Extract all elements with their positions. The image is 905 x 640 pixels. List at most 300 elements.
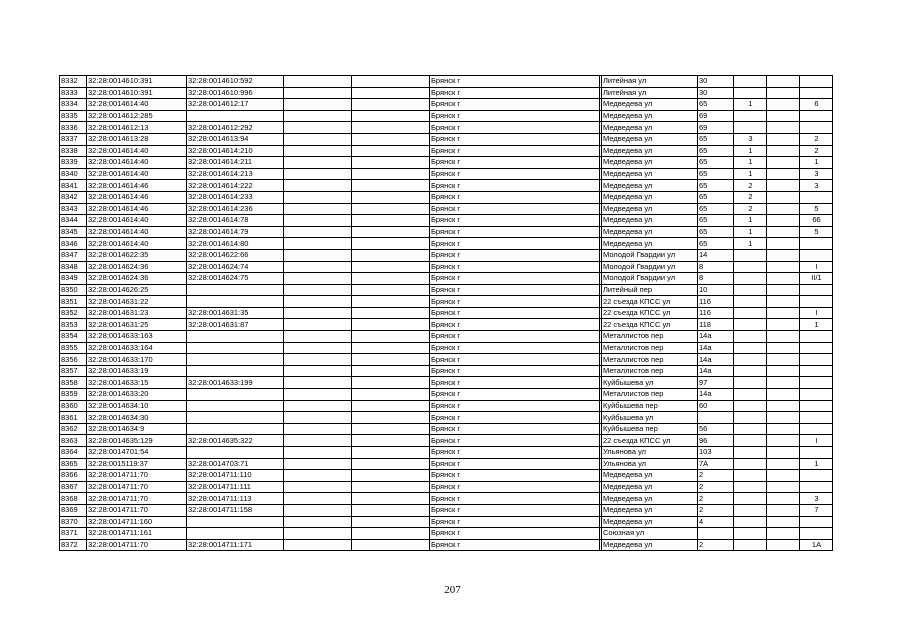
cell-building-number (734, 389, 767, 401)
cell-city: Брянск г (430, 377, 600, 389)
cell-city: Брянск г (430, 110, 600, 122)
cell-record-number: 8337 (60, 133, 87, 145)
cell-street: Медведева ул (602, 122, 698, 134)
cell-apartment-number: I (800, 435, 833, 447)
cell-record-number: 8358 (60, 377, 87, 389)
cell-building-cadastral-number (187, 284, 284, 296)
cell-building-number: 1 (734, 215, 767, 227)
cell-record-number: 8370 (60, 516, 87, 528)
table-row (60, 76, 833, 88)
cell-col-11 (767, 133, 800, 145)
cell-col-5 (352, 145, 430, 157)
cell-col-4 (284, 389, 352, 401)
cell-building-cadastral-number: 32:28:0014614:210 (187, 145, 284, 157)
cell-apartment-number: I (800, 261, 833, 273)
cell-house-number: 65 (698, 99, 734, 111)
cell-record-number: 8345 (60, 226, 87, 238)
cell-house-number: 10 (698, 284, 734, 296)
cell-building-cadastral-number: 32:28:0014612:17 (187, 99, 284, 111)
cell-land-plot-cadastral-number: 32:28:0014711:70 (87, 470, 187, 482)
cell-street: Ульянова ул (602, 458, 698, 470)
cell-col-11 (767, 319, 800, 331)
cell-col-11 (767, 261, 800, 273)
cell-city: Брянск г (430, 215, 600, 227)
cell-col-4 (284, 76, 352, 88)
cell-city: Брянск г (430, 87, 600, 99)
cell-building-cadastral-number (187, 296, 284, 308)
cell-record-number: 8371 (60, 528, 87, 540)
cell-col-5 (352, 307, 430, 319)
cell-land-plot-cadastral-number: 32:28:0014610:391 (87, 87, 187, 99)
cell-land-plot-cadastral-number: 32:28:0014613:28 (87, 133, 187, 145)
cell-apartment-number (800, 331, 833, 343)
cell-building-cadastral-number: 32:28:0014613:94 (187, 133, 284, 145)
cell-col-4 (284, 191, 352, 203)
cell-col-11 (767, 481, 800, 493)
cell-building-number (734, 423, 767, 435)
cell-col-11 (767, 307, 800, 319)
cell-record-number: 8361 (60, 412, 87, 424)
cell-apartment-number: 1А (800, 539, 833, 551)
cell-apartment-number (800, 110, 833, 122)
cell-house-number: 65 (698, 157, 734, 169)
cell-land-plot-cadastral-number: 32:28:0014610:391 (87, 76, 187, 88)
cell-col-5 (352, 133, 430, 145)
cell-street: 22 съезда КПСС ул (602, 435, 698, 447)
cell-street: Куйбышева ул (602, 377, 698, 389)
cell-building-cadastral-number: 32:28:0014711:113 (187, 493, 284, 505)
cell-building-number (734, 110, 767, 122)
cell-building-cadastral-number: 32:28:0014624:74 (187, 261, 284, 273)
cell-apartment-number (800, 354, 833, 366)
cell-col-4 (284, 470, 352, 482)
cell-street: Медведева ул (602, 180, 698, 192)
cell-city: Брянск г (430, 493, 600, 505)
cell-col-4 (284, 249, 352, 261)
cell-apartment-number (800, 249, 833, 261)
cell-building-number (734, 261, 767, 273)
table-row (60, 493, 833, 505)
cell-col-11 (767, 99, 800, 111)
cell-col-11 (767, 157, 800, 169)
cell-building-number (734, 504, 767, 516)
cell-col-4 (284, 400, 352, 412)
cell-building-number: 1 (734, 168, 767, 180)
cell-record-number: 8340 (60, 168, 87, 180)
cell-building-cadastral-number: 32:28:0014631:87 (187, 319, 284, 331)
cell-land-plot-cadastral-number: 32:28:0015119:37 (87, 458, 187, 470)
cell-col-11 (767, 516, 800, 528)
cell-land-plot-cadastral-number: 32:28:0014701:54 (87, 447, 187, 459)
cell-building-cadastral-number: 32:28:0014614:80 (187, 238, 284, 250)
cell-building-cadastral-number: 32:28:0014614:211 (187, 157, 284, 169)
cell-land-plot-cadastral-number: 32:28:0014614:46 (87, 180, 187, 192)
cell-building-number (734, 307, 767, 319)
cell-city: Брянск г (430, 319, 600, 331)
cell-city: Брянск г (430, 296, 600, 308)
table-row (60, 435, 833, 447)
table-row (60, 447, 833, 459)
cell-record-number: 8357 (60, 365, 87, 377)
cell-land-plot-cadastral-number: 32:28:0014614:40 (87, 215, 187, 227)
cell-building-number (734, 493, 767, 505)
cell-street: Молодой Гвардии ул (602, 261, 698, 273)
cell-building-cadastral-number: 32:28:0014635:322 (187, 435, 284, 447)
cell-col-4 (284, 238, 352, 250)
cell-record-number: 8359 (60, 389, 87, 401)
cell-col-5 (352, 261, 430, 273)
cell-apartment-number (800, 528, 833, 540)
cell-building-cadastral-number (187, 516, 284, 528)
cell-street: Куйбышева пер (602, 423, 698, 435)
cell-street: Куйбышева ул (602, 412, 698, 424)
cell-record-number: 8336 (60, 122, 87, 134)
cell-col-11 (767, 331, 800, 343)
table-row (60, 133, 833, 145)
table-body (60, 76, 833, 551)
table-row (60, 168, 833, 180)
cell-apartment-number (800, 447, 833, 459)
cell-house-number: 65 (698, 238, 734, 250)
cell-building-cadastral-number (187, 447, 284, 459)
table-row (60, 319, 833, 331)
cell-col-11 (767, 238, 800, 250)
cell-city: Брянск г (430, 122, 600, 134)
cell-apartment-number: I (800, 307, 833, 319)
cell-land-plot-cadastral-number: 32:28:0014633:163 (87, 331, 187, 343)
cell-building-cadastral-number: 32:28:0014610:592 (187, 76, 284, 88)
cell-street: Медведева ул (602, 504, 698, 516)
cell-house-number: 4 (698, 516, 734, 528)
cell-col-4 (284, 215, 352, 227)
cell-record-number: 8360 (60, 400, 87, 412)
cell-col-4 (284, 168, 352, 180)
table-row (60, 539, 833, 551)
cell-building-cadastral-number (187, 342, 284, 354)
cell-building-number (734, 458, 767, 470)
cell-city: Брянск г (430, 249, 600, 261)
cell-street: Металлистов пер (602, 331, 698, 343)
cell-land-plot-cadastral-number: 32:28:0014711:70 (87, 493, 187, 505)
cell-building-number (734, 400, 767, 412)
cell-col-4 (284, 528, 352, 540)
cell-house-number: 116 (698, 307, 734, 319)
cell-record-number: 8342 (60, 191, 87, 203)
table-row (60, 249, 833, 261)
cell-building-cadastral-number: 32:28:0014633:199 (187, 377, 284, 389)
cell-land-plot-cadastral-number: 32:28:0014614:40 (87, 99, 187, 111)
cell-apartment-number: 5 (800, 203, 833, 215)
cell-col-4 (284, 145, 352, 157)
cell-city: Брянск г (430, 191, 600, 203)
cell-col-4 (284, 284, 352, 296)
cell-building-number (734, 528, 767, 540)
cell-street: Медведева ул (602, 191, 698, 203)
cell-record-number: 8368 (60, 493, 87, 505)
cell-building-number (734, 539, 767, 551)
cell-house-number: 8 (698, 261, 734, 273)
cell-apartment-number (800, 377, 833, 389)
cell-city: Брянск г (430, 342, 600, 354)
cell-col-4 (284, 87, 352, 99)
cell-apartment-number: 2 (800, 145, 833, 157)
cell-land-plot-cadastral-number: 32:28:0014614:40 (87, 226, 187, 238)
cell-col-11 (767, 168, 800, 180)
cell-record-number: 8348 (60, 261, 87, 273)
table-row (60, 110, 833, 122)
cell-col-4 (284, 435, 352, 447)
cell-building-number (734, 470, 767, 482)
cell-apartment-number (800, 400, 833, 412)
cell-building-cadastral-number: 32:28:0014614:79 (187, 226, 284, 238)
cell-col-5 (352, 342, 430, 354)
table-row (60, 191, 833, 203)
cell-city: Брянск г (430, 458, 600, 470)
cell-house-number: 30 (698, 87, 734, 99)
cell-street: Литейная ул (602, 76, 698, 88)
cell-house-number: 65 (698, 145, 734, 157)
cell-land-plot-cadastral-number: 32:28:0014634:30 (87, 412, 187, 424)
cell-building-cadastral-number (187, 331, 284, 343)
cell-col-11 (767, 203, 800, 215)
cell-street: Медведева ул (602, 470, 698, 482)
cell-building-number: 1 (734, 145, 767, 157)
cell-col-5 (352, 389, 430, 401)
cell-col-5 (352, 539, 430, 551)
cell-col-4 (284, 539, 352, 551)
cell-col-5 (352, 110, 430, 122)
cell-street: Металлистов пер (602, 389, 698, 401)
cell-col-5 (352, 400, 430, 412)
cell-col-5 (352, 215, 430, 227)
cell-city: Брянск г (430, 389, 600, 401)
cell-col-11 (767, 377, 800, 389)
cell-apartment-number (800, 365, 833, 377)
cell-building-number: 1 (734, 238, 767, 250)
cell-street: Молодой Гвардии ул (602, 273, 698, 285)
cell-col-11 (767, 389, 800, 401)
cell-col-11 (767, 249, 800, 261)
cell-building-number (734, 516, 767, 528)
cell-record-number: 8365 (60, 458, 87, 470)
cell-col-4 (284, 133, 352, 145)
cell-building-number (734, 354, 767, 366)
cell-col-11 (767, 87, 800, 99)
cell-house-number: 14а (698, 331, 734, 343)
cell-col-5 (352, 435, 430, 447)
cell-apartment-number (800, 470, 833, 482)
table-row (60, 238, 833, 250)
cell-building-number (734, 342, 767, 354)
cell-col-11 (767, 296, 800, 308)
cell-building-cadastral-number: 32:28:0014612:292 (187, 122, 284, 134)
cell-col-11 (767, 447, 800, 459)
cell-street: Медведева ул (602, 215, 698, 227)
cell-building-number (734, 331, 767, 343)
cell-col-11 (767, 191, 800, 203)
table-row (60, 481, 833, 493)
cell-building-number (734, 284, 767, 296)
cell-building-cadastral-number: 32:28:0014711:111 (187, 481, 284, 493)
cadastral-register-table (59, 75, 833, 551)
cell-land-plot-cadastral-number: 32:28:0014633:15 (87, 377, 187, 389)
page-number: 207 (444, 584, 461, 596)
cell-apartment-number: 2 (800, 133, 833, 145)
cell-record-number: 8364 (60, 447, 87, 459)
cell-apartment-number: II/1 (800, 273, 833, 285)
cell-apartment-number (800, 122, 833, 134)
cell-record-number: 8333 (60, 87, 87, 99)
table-row (60, 458, 833, 470)
cell-building-cadastral-number: 32:28:0014622:66 (187, 249, 284, 261)
cell-building-cadastral-number: 32:28:0014610:996 (187, 87, 284, 99)
cell-building-cadastral-number: 32:28:0014711:171 (187, 539, 284, 551)
cell-house-number: 2 (698, 504, 734, 516)
cell-land-plot-cadastral-number: 32:28:0014631:23 (87, 307, 187, 319)
table-row (60, 423, 833, 435)
cell-house-number: 69 (698, 110, 734, 122)
cell-apartment-number: 7 (800, 504, 833, 516)
cell-house-number: 97 (698, 377, 734, 389)
cell-apartment-number (800, 412, 833, 424)
cell-land-plot-cadastral-number: 32:28:0014624:36 (87, 273, 187, 285)
cell-col-4 (284, 307, 352, 319)
cell-house-number: 60 (698, 400, 734, 412)
cell-building-number (734, 319, 767, 331)
cell-col-5 (352, 238, 430, 250)
cell-record-number: 8332 (60, 76, 87, 88)
cell-col-5 (352, 458, 430, 470)
cell-land-plot-cadastral-number: 32:28:0014633:19 (87, 365, 187, 377)
cell-apartment-number: 3 (800, 493, 833, 505)
cell-street: Медведева ул (602, 226, 698, 238)
cell-house-number: 65 (698, 215, 734, 227)
cell-col-5 (352, 99, 430, 111)
cell-col-5 (352, 365, 430, 377)
cell-col-4 (284, 99, 352, 111)
cell-building-cadastral-number (187, 354, 284, 366)
table-row (60, 261, 833, 273)
cell-building-cadastral-number: 32:28:0014614:222 (187, 180, 284, 192)
cell-col-5 (352, 296, 430, 308)
cell-record-number: 8350 (60, 284, 87, 296)
cell-building-cadastral-number (187, 365, 284, 377)
cell-street: 22 съезда КПСС ул (602, 319, 698, 331)
cell-col-4 (284, 157, 352, 169)
cell-city: Брянск г (430, 539, 600, 551)
cell-building-number (734, 273, 767, 285)
cell-house-number: 8 (698, 273, 734, 285)
cell-building-number (734, 435, 767, 447)
cell-house-number (698, 528, 734, 540)
cell-col-11 (767, 412, 800, 424)
cell-record-number: 8353 (60, 319, 87, 331)
cell-col-5 (352, 226, 430, 238)
cell-col-4 (284, 203, 352, 215)
cell-house-number: 2 (698, 470, 734, 482)
cell-col-4 (284, 377, 352, 389)
table-row (60, 273, 833, 285)
cell-house-number: 65 (698, 226, 734, 238)
cell-city: Брянск г (430, 307, 600, 319)
cell-land-plot-cadastral-number: 32:28:0014614:40 (87, 157, 187, 169)
cell-building-cadastral-number: 32:28:0014614:233 (187, 191, 284, 203)
cell-house-number: 2 (698, 493, 734, 505)
cell-building-cadastral-number: 32:28:0014624:75 (187, 273, 284, 285)
cell-col-4 (284, 481, 352, 493)
cell-col-4 (284, 354, 352, 366)
cell-house-number: 2 (698, 539, 734, 551)
table-row (60, 226, 833, 238)
cell-col-4 (284, 296, 352, 308)
cell-col-11 (767, 273, 800, 285)
cell-col-11 (767, 354, 800, 366)
cell-apartment-number (800, 389, 833, 401)
cell-house-number: 65 (698, 133, 734, 145)
cell-building-cadastral-number: 32:28:0014711:110 (187, 470, 284, 482)
cell-col-5 (352, 377, 430, 389)
cell-col-5 (352, 412, 430, 424)
cell-building-cadastral-number (187, 389, 284, 401)
cell-building-number (734, 447, 767, 459)
cell-record-number: 8362 (60, 423, 87, 435)
cell-house-number: 56 (698, 423, 734, 435)
cell-street: Медведева ул (602, 110, 698, 122)
cell-col-11 (767, 122, 800, 134)
cell-land-plot-cadastral-number: 32:28:0014635:129 (87, 435, 187, 447)
cell-record-number: 8334 (60, 99, 87, 111)
cell-street: Медведева ул (602, 203, 698, 215)
cell-building-number (734, 87, 767, 99)
table-row (60, 203, 833, 215)
table-row (60, 354, 833, 366)
cell-col-5 (352, 516, 430, 528)
cell-house-number: 96 (698, 435, 734, 447)
cell-street: Металлистов пер (602, 342, 698, 354)
cell-land-plot-cadastral-number: 32:28:0014711:160 (87, 516, 187, 528)
cell-building-number: 2 (734, 203, 767, 215)
cell-city: Брянск г (430, 226, 600, 238)
cell-col-5 (352, 76, 430, 88)
cell-house-number: 14а (698, 354, 734, 366)
table-row (60, 145, 833, 157)
cell-city: Брянск г (430, 528, 600, 540)
cell-land-plot-cadastral-number: 32:28:0014634:9 (87, 423, 187, 435)
cell-building-cadastral-number: 32:28:0014703:71 (187, 458, 284, 470)
cell-col-11 (767, 423, 800, 435)
table-row (60, 400, 833, 412)
cell-city: Брянск г (430, 145, 600, 157)
cell-col-5 (352, 319, 430, 331)
cell-house-number: 118 (698, 319, 734, 331)
cell-apartment-number (800, 238, 833, 250)
cell-house-number: 103 (698, 447, 734, 459)
cell-col-11 (767, 435, 800, 447)
cell-street: Медведева ул (602, 539, 698, 551)
cell-street: Медведева ул (602, 133, 698, 145)
cell-record-number: 8341 (60, 180, 87, 192)
cell-land-plot-cadastral-number: 32:28:0014626:25 (87, 284, 187, 296)
cell-record-number: 8338 (60, 145, 87, 157)
cell-col-11 (767, 226, 800, 238)
cell-building-cadastral-number: 32:28:0014711:158 (187, 504, 284, 516)
cell-land-plot-cadastral-number: 32:28:0014631:25 (87, 319, 187, 331)
cell-city: Брянск г (430, 447, 600, 459)
cell-record-number: 8346 (60, 238, 87, 250)
cell-land-plot-cadastral-number: 32:28:0014634:10 (87, 400, 187, 412)
cell-col-4 (284, 493, 352, 505)
cell-apartment-number: 3 (800, 168, 833, 180)
